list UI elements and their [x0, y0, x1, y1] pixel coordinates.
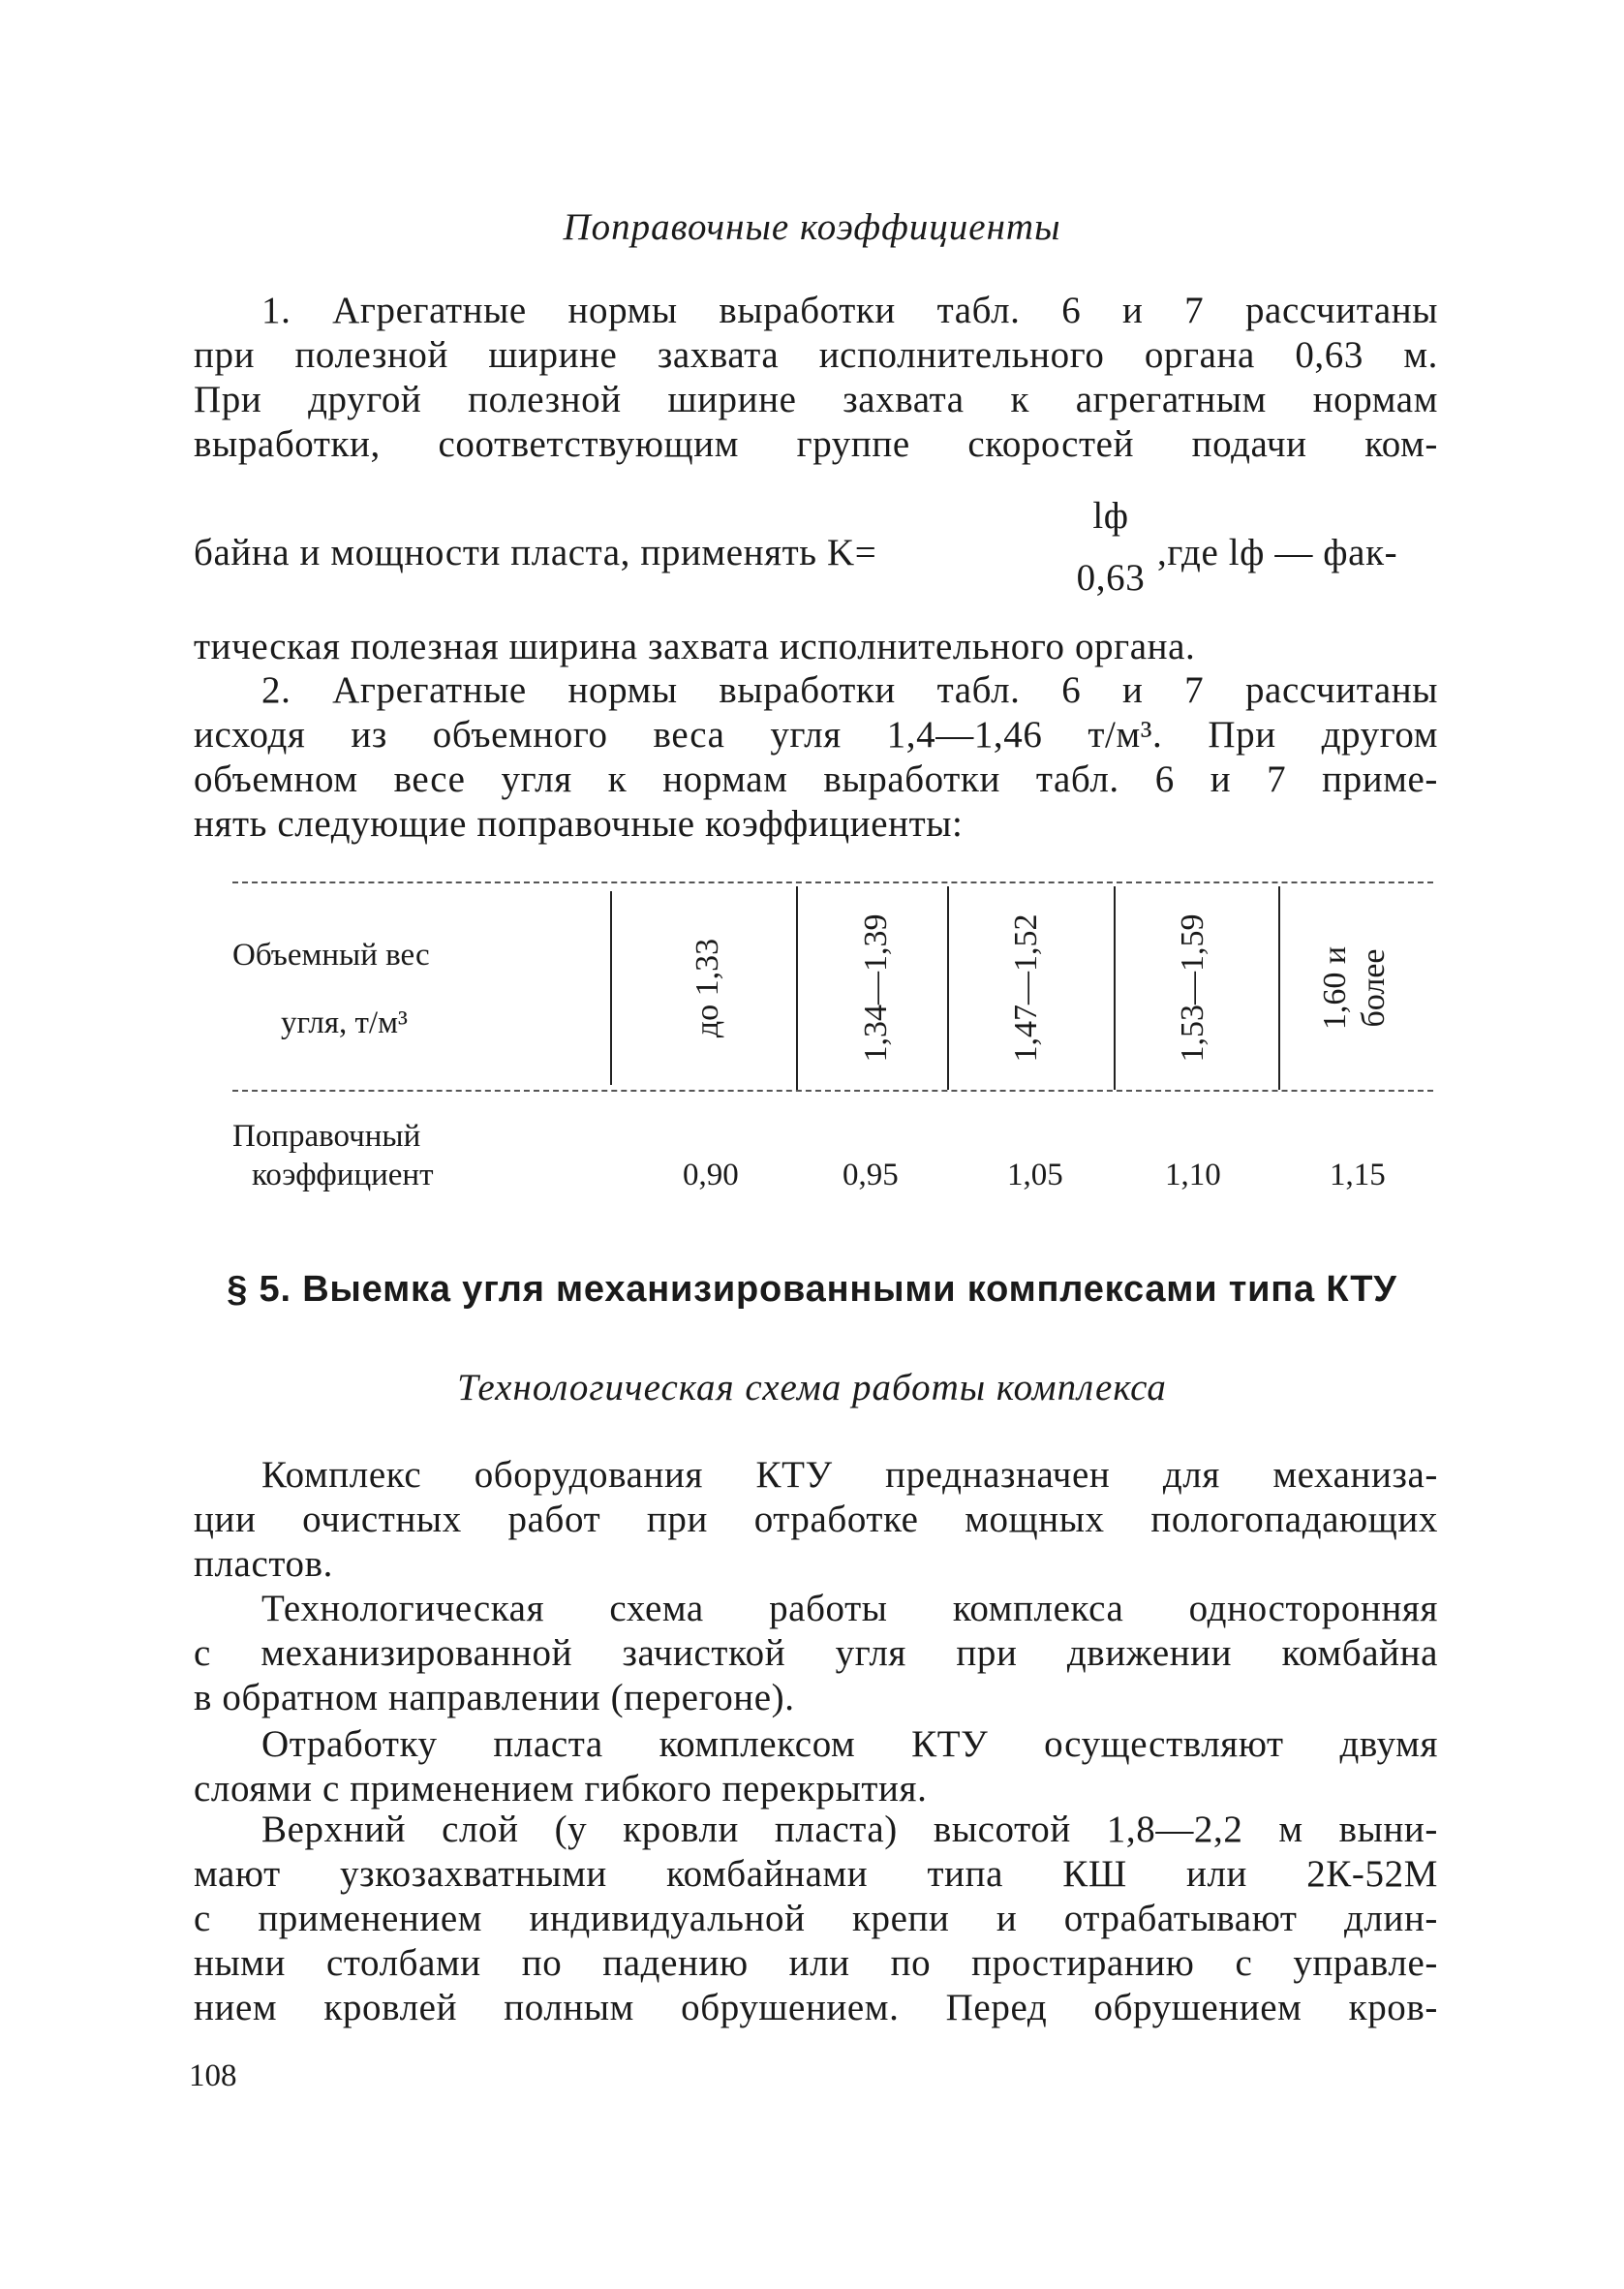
- formula-numerator: lф: [1092, 495, 1129, 537]
- coefficient-value: 1,10: [1165, 1158, 1221, 1192]
- column-header: 1,47—1,52: [1008, 913, 1044, 1063]
- text-line: 1. Агрегатные нормы выработки табл. 6 и 7 рассчитаны: [261, 290, 1438, 331]
- text-line: ции очистных работ при отработке мощных пологопадающих: [194, 1499, 1438, 1540]
- paragraph-2: [194, 668, 1438, 847]
- text-line: пластов.: [194, 1543, 333, 1585]
- text-line: исходя из объемного веса угля 1,4—1,46 т/м³. При другом: [194, 714, 1438, 756]
- paragraph-3: [194, 1453, 1438, 1587]
- table-divider: [796, 886, 798, 1090]
- text-line: объемном весе угля к нормам выработки табл. 6 и 7 приме-: [194, 758, 1438, 800]
- column-header: 1,53—1,59: [1175, 913, 1210, 1063]
- heading-technological-scheme: Технологическая схема работы комплекса: [457, 1367, 1167, 1408]
- text-line: тическая полезная ширина захвата исполнительного органа.: [194, 626, 1196, 667]
- text-line: Отработку пласта комплексом КТУ осуществляют двумя: [261, 1723, 1438, 1765]
- row-header-density: Объемный вес: [232, 938, 430, 973]
- formula-denominator: 0,63: [1076, 557, 1146, 599]
- row-header-coefficient: Поправочный: [232, 1119, 421, 1154]
- column-header: 1,34—1,39: [858, 913, 894, 1063]
- coefficient-value: 0,95: [843, 1158, 899, 1192]
- paragraph-1: [194, 289, 1438, 467]
- coefficient-value: 1,15: [1330, 1158, 1386, 1192]
- section-title: § 5. Выемка угля механизированными комплексами типа КТУ: [227, 1269, 1397, 1310]
- formula-line: [194, 494, 1438, 610]
- paragraph-1-end: [194, 625, 1438, 669]
- column-header: до 1,33: [689, 938, 725, 1038]
- text-line: При другой полезной ширине захвата к агрегатным нормам: [194, 379, 1438, 420]
- coefficient-value: 0,90: [683, 1158, 739, 1192]
- formula-text-after: ,где lф — фак-: [1157, 532, 1398, 573]
- text-line: ными столбами по падению или по простиранию с управле-: [194, 1942, 1438, 1984]
- heading-correction-coefficients: Поправочные коэффициенты: [563, 206, 1061, 248]
- text-line: нять следующие поправочные коэффициенты:: [194, 803, 964, 845]
- coefficient-table: [194, 862, 1438, 1211]
- column-header-line2: более: [1356, 948, 1392, 1028]
- text-line: выработки, соответствующим группе скоростей подачи ком-: [194, 423, 1438, 465]
- table-divider: [947, 886, 949, 1090]
- text-line: при полезной ширине захвата исполнительного органа 0,63 м.: [194, 334, 1438, 376]
- row-header-coefficient-2: коэффициент: [252, 1158, 434, 1192]
- table-middle-rule: [232, 1090, 1433, 1092]
- text-line: нием кровлей полным обрушением. Перед обрушением кров-: [194, 1987, 1438, 2028]
- paragraph-6: [194, 1808, 1438, 2030]
- formula-text-before: байна и мощности пласта, применять K=: [194, 532, 877, 573]
- text-line: Комплекс оборудования КТУ предназначен для механиза-: [261, 1454, 1438, 1496]
- text-line: в обратном направлении (перегоне).: [194, 1677, 795, 1718]
- table-divider: [610, 891, 612, 1085]
- text-line: Технологическая схема работы комплекса односторонняя: [261, 1588, 1438, 1629]
- table-top-rule: [232, 882, 1433, 883]
- table-divider: [1114, 886, 1116, 1090]
- page-number: 108: [189, 2058, 237, 2093]
- text-line: Верхний слой (у кровли пласта) высотой 1,8—2,2 м выни-: [261, 1809, 1438, 1850]
- paragraph-5: [194, 1722, 1438, 1811]
- text-line: слоями с применением гибкого перекрытия.: [194, 1768, 928, 1810]
- text-line: 2. Агрегатные нормы выработки табл. 6 и 7 рассчитаны: [261, 669, 1438, 711]
- column-header: 1,60 и: [1317, 945, 1353, 1031]
- paragraph-4: [194, 1587, 1438, 1720]
- coefficient-value: 1,05: [1007, 1158, 1063, 1192]
- text-line: мают узкозахватными комбайнами типа КШ или 2К-52М: [194, 1853, 1438, 1895]
- text-line: с механизированной зачисткой угля при движении комбайна: [194, 1632, 1438, 1674]
- text-line: с применением индивидуальной крепи и отрабатывают длин-: [194, 1898, 1438, 1939]
- table-divider: [1278, 886, 1280, 1090]
- row-header-density-units: угля, т/м³: [281, 1005, 408, 1040]
